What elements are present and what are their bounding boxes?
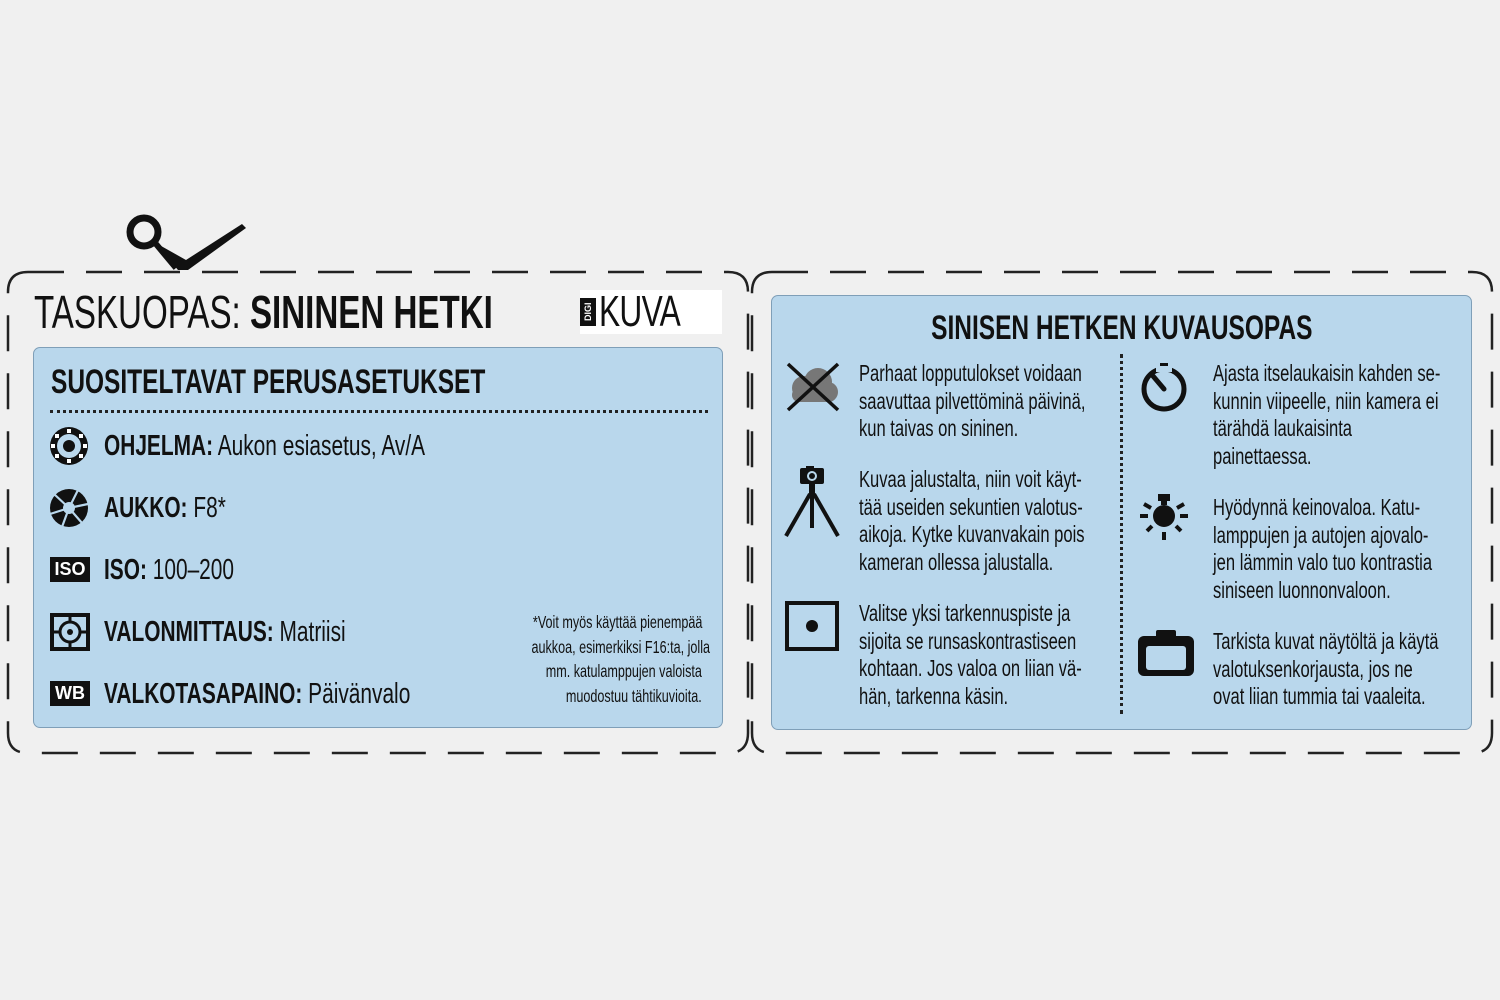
settings-panel (33, 347, 723, 728)
self-timer-icon (1138, 360, 1198, 440)
tips-panel: SINISEN HETKEN KUVAUSOPAS Parhaat lopputulokset voidaan saavuttaa pilvettöminä päivinä, kun taivas on sininen. Kuvaa jalustalta, niin voit käyt- tää useiden sekuntien valotus- aikoja. Kytke kuvanvakain pois kameran ollessa jalustalla. Valitse yksi tarkennuspiste ja sijoita se runsaskontrastiseen kohtaan. Jos valoa on liian vä- hän, tarkenna käsin. Ajasta itselaukaisin kahden se- kunnin viipeelle, niin kamera ei tärähdä laukaisinta painettaessa. Hyödynnä keinovaloa. Katu- lamppujen ja autojen ajovalo- jen lämmin valo tuo kontrastia siniseen luonnonvaloon. Tarkista kuvat näytöltä ja käytä valotuksenkorjausta, jos ne ovat liian tummia tai vaaleita. (771, 295, 1472, 730)
setting-value: F8* (193, 492, 226, 524)
setting-value: Aukon esiasetus, Av/A (217, 430, 426, 462)
no-clouds-icon (784, 360, 844, 440)
wb-icon: WB (50, 681, 90, 706)
title-main: SININEN HETKI (249, 286, 493, 338)
settings-heading: SUOSITELTAVAT PERUSASETUKSET (51, 363, 486, 401)
tips-heading: SINISEN HETKEN KUVAUSOPAS (931, 309, 1313, 347)
focus-point-icon (784, 600, 844, 680)
camera-icon (1138, 628, 1198, 708)
mode-dial-icon (48, 426, 92, 466)
logo-main-text: KUVA (599, 287, 681, 336)
scissors-icon (118, 210, 248, 274)
setting-value: Päivänvalo (308, 678, 411, 710)
lamp-icon (1138, 494, 1198, 574)
digikuva-logo (580, 287, 722, 336)
aperture-icon (48, 488, 92, 528)
setting-label: OHJELMA: (104, 430, 214, 462)
iso-icon: ISO (50, 557, 90, 582)
footnote: *Voit myös käyttää pienempää aukkoa, esimerkiksi F16:ta, jolla mm. katulamppujen valoista muodostuu tähtikuvioita. (531, 612, 711, 706)
title-prefix: TASKUOPAS: (34, 286, 241, 338)
setting-value: Matriisi (279, 616, 346, 648)
setting-value: 100–200 (152, 554, 235, 586)
page-title (34, 286, 671, 338)
setting-label: VALKOTASAPAINO: (104, 678, 303, 710)
dotted-divider (50, 410, 708, 413)
setting-label: ISO: (104, 554, 147, 586)
metering-icon (48, 612, 92, 652)
setting-label: VALONMITTAUS: (104, 616, 274, 648)
tripod-icon (784, 466, 844, 546)
logo-small-text: DIGI (580, 298, 596, 326)
setting-label: AUKKO: (104, 492, 188, 524)
